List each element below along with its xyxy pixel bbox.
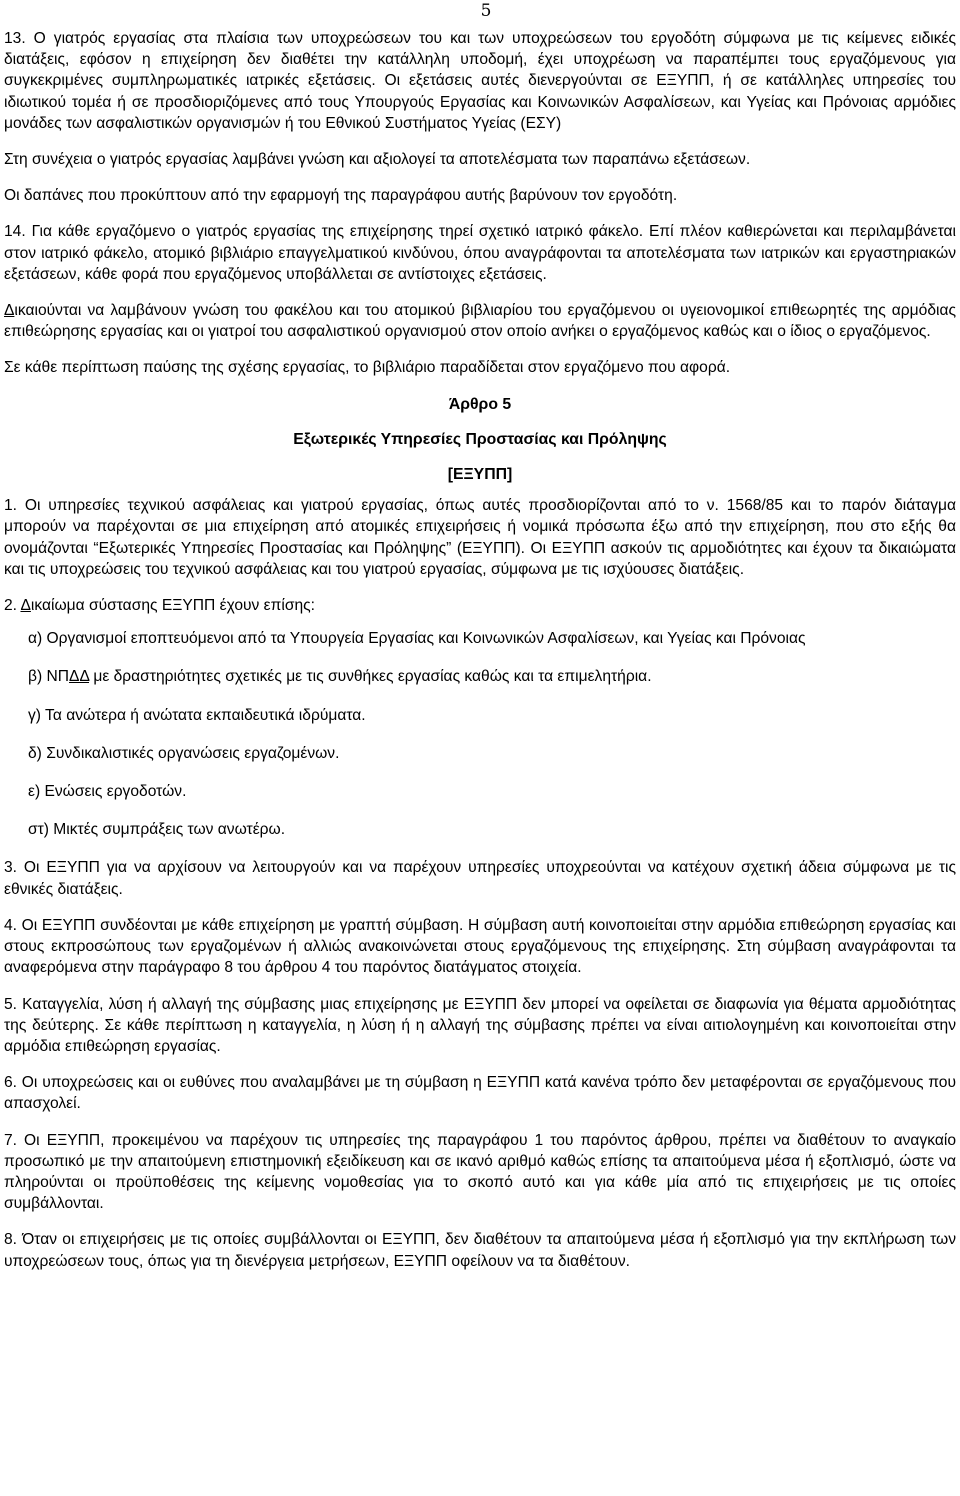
paragraph-a5-p2-f: στ) Μικτές συμπράξεις των ανωτέρω. (28, 821, 286, 839)
paragraph-p14-c: Σε κάθε περίπτωση παύσης της σχέσης εργασίας, το βιβλιάριο παραδίδεται στον εργαζόμενο που αφορά. (4, 359, 731, 377)
paragraph-a5-p4: 4. Οι ΕΞΥΠΠ συνδέονται με κάθε επιχείρηση με γραπτή σύμβαση. Η σύμβαση αυτή κοινοποιείται στην αρμόδια επιθεώρηση εργασίας και στους εκπροσώπους των εργαζομένων ή αλλιώς ανακοινώνεται στους εργαζόμενους της επιχείρησης. Στη σύμβαση αναγράφονται τα αναφερόμενα στην παράγραφο 8 του άρθρου 4 του παρόντος διατάγματος στοιχεία. (4, 916, 956, 977)
paragraph-p13: 13. Ο γιατρός εργασίας στα πλαίσια των υποχρεώσεων του και των υποχρεώσεων του εργοδότη σύμφωνα με τις κείμενες ειδικές διατάξεις, εφόσον η επιχείρηση δεν διαθέτει την κατάλληλη υποδομή, έχει υποχρέωση να παραπέμπει τους εργαζόμενους για συγκεκριμένες συμπληρωματικές ιατρικές εξετάσεις. Οι εξετάσεις αυτές διενεργούνται σε ΕΞΥΠΠ, ή σε κατάλληλες υπηρεσίες του ιδιωτικού τομέα ή σε προσδιοριζόμενες από τους Υπουργούς Εργασίας και Κοινωνικών Ασφαλίσεων, και Υγείας και Πρόνοιας αρμόδιες μονάδες των ασφαλιστικών οργανισμών ή του Εθνικού Συστήματος Υγείας (ΕΣΥ) (4, 30, 956, 132)
text-run: β) ΝΠ (28, 668, 70, 686)
paragraph-p13-c: Οι δαπάνες που προκύπτουν από την εφαρμογή της παραγράφου αυτής βαρύνουν τον εργοδότη. (4, 187, 678, 205)
document-body (4, 28, 956, 1272)
paragraph-a5-p8: 8. Όταν οι επιχειρήσεις με τις οποίες συμβάλλονται οι ΕΞΥΠΠ, δεν διαθέτουν τα απαιτούμενα μέσα ή εξοπλισμό για την εκπλήρωση των υποχρεώσεων τους, όπως για τη διενέργεια μετρήσεων, ΕΞΥΠΠ οφείλουν να τα διαθέτουν. (4, 1231, 956, 1270)
paragraph-p14-b (4, 300, 956, 342)
paragraph-art5-title: Άρθρο 5 (448, 395, 512, 413)
paragraph-a5-p5: 5. Καταγγελία, λύση ή αλλαγή της σύμβασης μιας επιχείρησης με ΕΞΥΠΠ δεν μπορεί να οφείλεται σε διαφωνία για θέματα αρμοδιότητας της δεύτερης. Σε κάθε περίπτωση η καταγγελία, η λύση ή η αλλαγή της σύμβασης πρέπει να είναι αιτιολογημένη και κοινοποιείται στην αρμόδια επιθεώρηση εργασίας. (4, 995, 956, 1055)
text-run: Δ (20, 597, 31, 615)
text-run: 2. (4, 597, 21, 615)
text-run: ικαίωμα σύστασης ΕΞΥΠΠ έχουν επίσης: (30, 597, 315, 615)
paragraph-a5-p2-c: γ) Τα ανώτερα ή ανώτατα εκπαιδευτικά ιδρύματα. (28, 706, 366, 724)
paragraph-p14: 14. Για κάθε εργαζόμενο ο γιατρός εργασίας της επιχείρησης τηρεί σχετικό ιατρικό φάκελο. Επί πλέον καθιερώνεται και περιλαμβάνεται στον ιατρικό φάκελο, ατομικό βιβλιάριο επαγγελματικού κινδύνου, όπου αναγράφονται τα αποτελέσματα των ιατρικών και εργαστηριακών εξετάσεων, κάθε φορά που εργαζόμενος υποβάλλεται σε αντίστοιχες εξετάσεις. (4, 223, 956, 283)
paragraph-a5-p1: 1. Οι υπηρεσίες τεχνικού ασφάλειας και γιατρού εργασίας, όπως αυτές προσδιορίζονται από το ν. 1568/85 και το παρόν διάταγμα μπορούν να παρέχονται σε μια επιχείρηση από ατομικές επιχειρήσεις ή νομικά πρόσωπα έξω από την επιχείρηση, που στο εξής θα ονομάζονται “Εξωτερικές Υπηρεσίες Προστασίας και Πρόληψης” (ΕΞΥΠΠ). Οι ΕΞΥΠΠ ασκούν τις αρμοδιότητες και έχουν τα δικαιώματα και τις υποχρεώσεις του τεχνικού ασφάλειας και του γιατρού εργασίας, σύμφωνα με τις ισχύουσες διατάξεις. (4, 497, 956, 578)
paragraph-a5-p2-a: α) Οργανισμοί εποπτευόμενοι από τα Υπουργεία Εργασίας και Κοινωνικών Ασφαλίσεων, και Υγείας και Πρόνοιας (28, 630, 806, 648)
text-run: ΔΔ (69, 668, 90, 686)
text-run: Δ (4, 302, 15, 320)
paragraph-a5-p2-b (4, 666, 956, 687)
page-number: 5 (480, 1, 492, 21)
paragraph-art5-heading: Εξωτερικές Υπηρεσίες Προστασίας και Πρόληψης (293, 430, 667, 448)
paragraph-a5-p2-e: ε) Ενώσεις εργοδοτών. (28, 783, 187, 801)
text-run: με δραστηριότητες σχετικές με τις συνθήκες εργασίας καθώς και τα επιμελητήρια. (89, 668, 652, 686)
paragraph-a5-p2-d: δ) Συνδικαλιστικές οργανώσεις εργαζομένων. (28, 744, 340, 762)
paragraph-a5-p2 (4, 595, 956, 616)
paragraph-art5-abbr: [ΕΞΥΠΠ] (447, 466, 513, 484)
paragraph-a5-p7: 7. Οι ΕΞΥΠΠ, προκειμένου να παρέχουν τις υπηρεσίες της παραγράφου 1 του παρόντος άρθρου, πρέπει να διαθέτουν το αναγκαίο προσωπικό με την απαιτούμενη επιστημονική εξειδίκευση και σε ικανό αριθμό καθώς επίσης τα απαιτούμενα μέσα ή εξοπλισμό, ώστε να πληρούνται οι προϋποθέσεις της κείμενης νομοθεσίας για το σκοπό αυτό και για κάθε μία από τις επιχειρήσεις με τις οποίες συμβάλλονται. (4, 1131, 956, 1213)
paragraph-p13-b: Στη συνέχεια ο γιατρός εργασίας λαμβάνει γνώση και αξιολογεί τα αποτελέσματα των παραπάνω εξετάσεων. (4, 151, 751, 169)
text-run: ικαιούνται να λαμβάνουν γνώση του φακέλου και του ατομικού βιβλιαρίου του εργαζόμενου οι υγειονομικοί επιθεωρητές της αρμόδιας επιθεώρησης εργασίας και οι γιατροί του ασφαλιστικού οργανισμού στον οποίο ανήκει ο εργαζόμενος καθώς και ο ίδιος ο εργαζόμενος. (4, 302, 956, 341)
paragraph-a5-p6: 6. Οι υποχρεώσεις και οι ευθύνες που αναλαμβάνει με τη σύμβαση η ΕΞΥΠΠ κατά κανένα τρόπο δεν μεταφέρονται σε εργαζόμενους που απασχολεί. (4, 1074, 956, 1113)
paragraph-a5-p3: 3. Οι ΕΞΥΠΠ για να αρχίσουν να λειτουργούν και να παρέχουν υπηρεσίες υποχρεούνται να κατέχουν σχετική άδεια σύμφωνα με τις εθνικές διατάξεις. (4, 859, 956, 898)
